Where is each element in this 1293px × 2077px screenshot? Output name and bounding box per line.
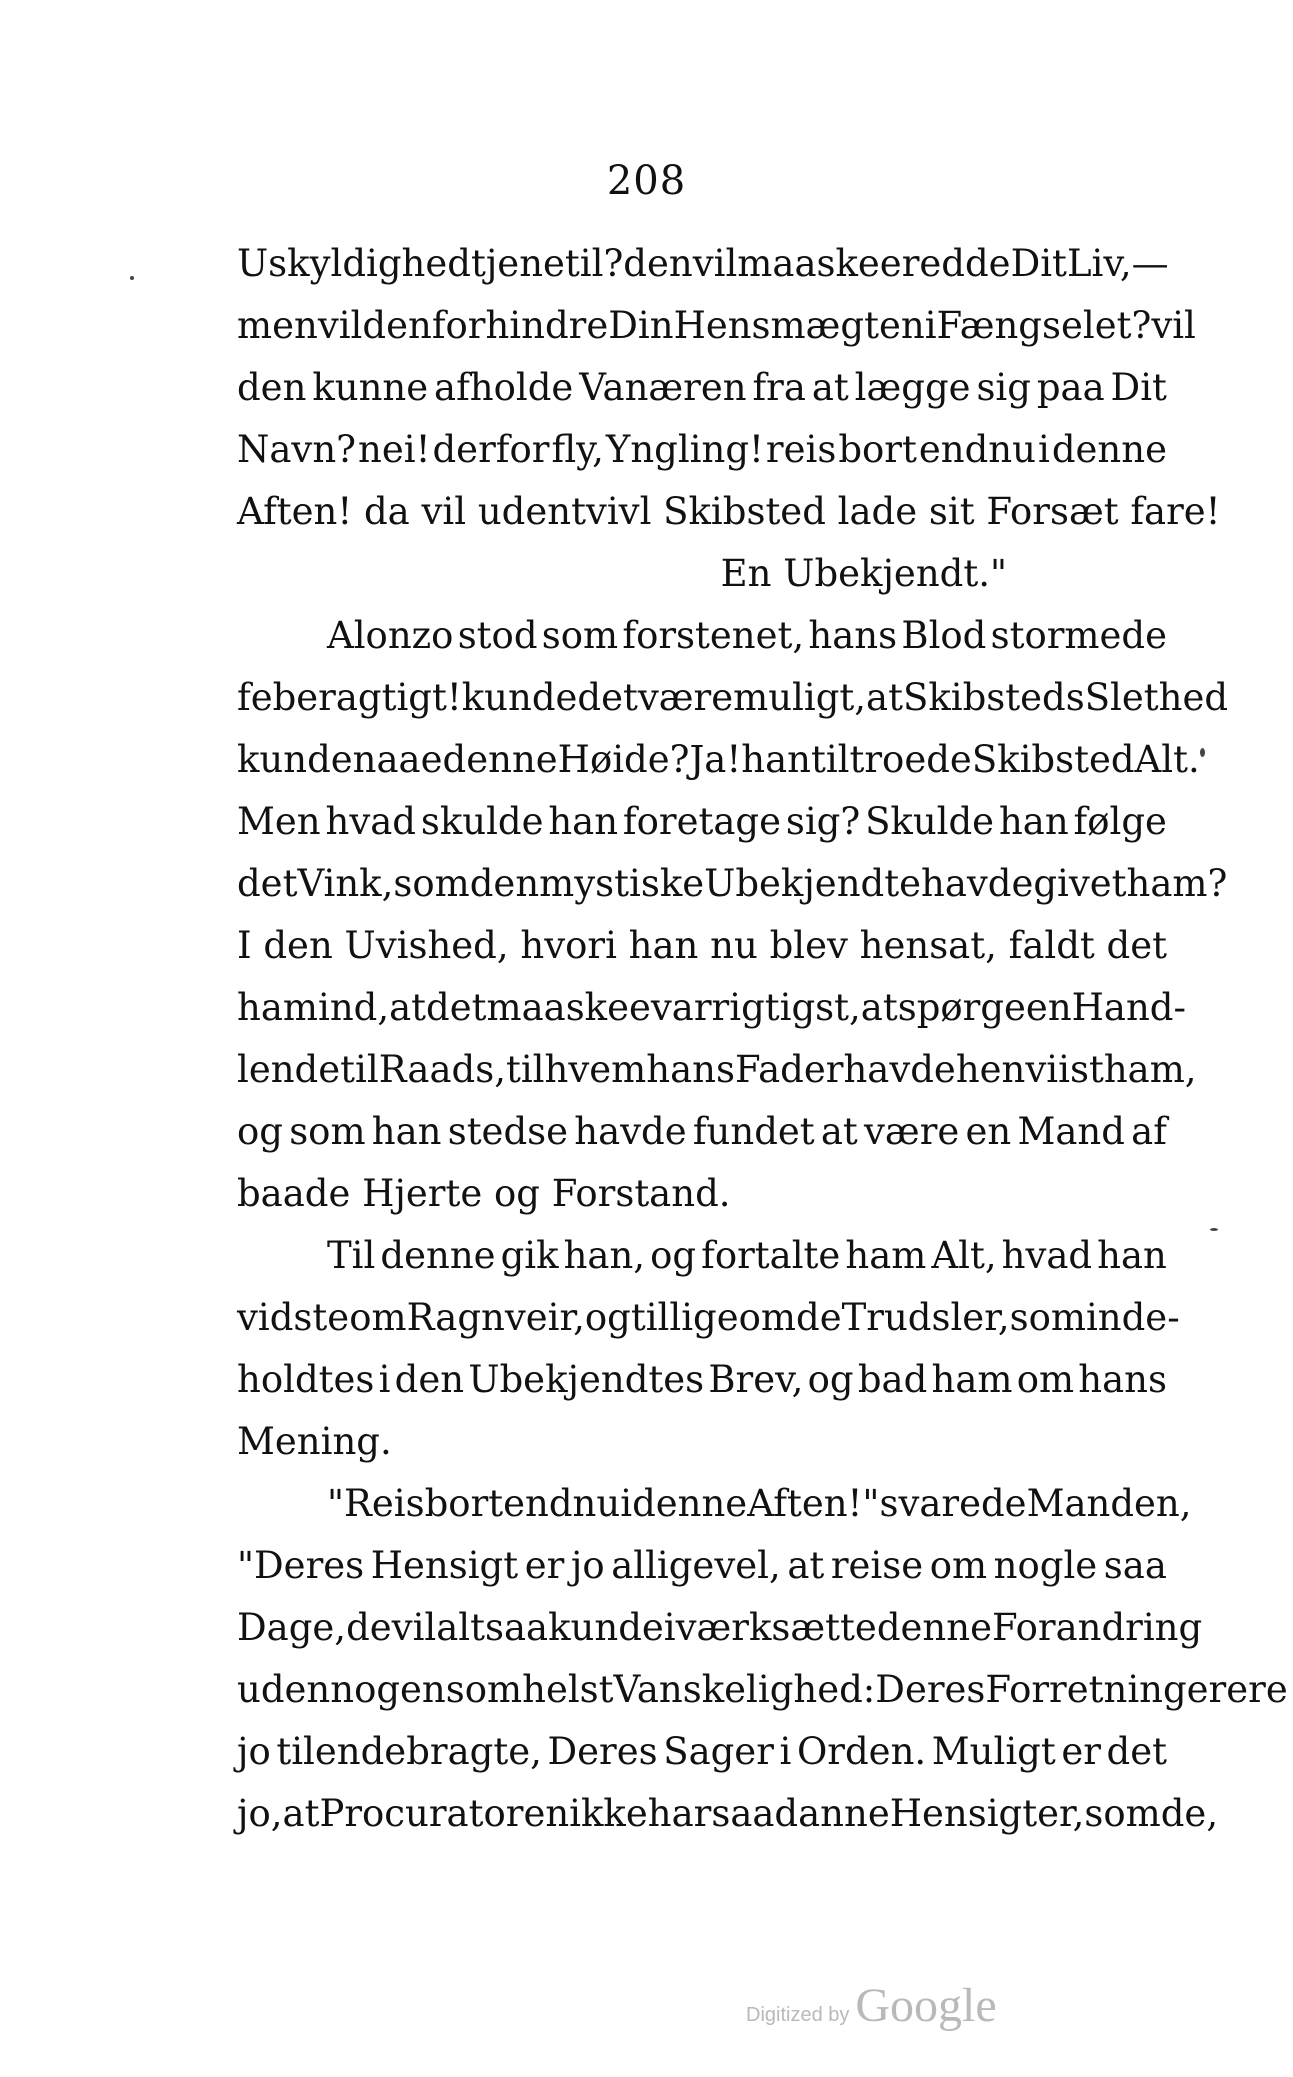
text-line: Til denne gik han, og fortalte ham Alt, hvad han xyxy=(327,1234,1167,1277)
text-line: men vil den forhindre Din Hensmægten i Fængselet? vil xyxy=(237,304,1196,347)
text-line: Alonzo stod som forstenet, hans Blod stormede xyxy=(327,614,1167,657)
margin-speck xyxy=(1200,748,1205,757)
text-line: Navn? nei! derfor fly, Yngling! reis bort endnu i denne xyxy=(237,428,1167,471)
text-line: den kunne afholde Vanæren fra at lægge sig paa Dit xyxy=(237,366,1167,409)
margin-speck xyxy=(1210,1228,1218,1231)
digitized-by-label: Digitized by xyxy=(746,2004,850,2026)
text-line: holdtes i den Ubekjendtes Brev, og bad ham om hans xyxy=(237,1358,1167,1401)
text-line: jo tilendebragte, Deres Sager i Orden. Muligt er det xyxy=(237,1730,1167,1773)
text-line: "Reis bort endnu i denne Aften!" svarede Manden, xyxy=(327,1482,1192,1525)
margin-speck xyxy=(130,276,134,280)
text-line: og som han stedse havde fundet at være en Mand af xyxy=(237,1110,1167,1153)
text-line: jo, at Procuratoren ikke har saadanne Hensigter, som de, xyxy=(237,1792,1219,1835)
text-line: baade Hjerte og Forstand. xyxy=(237,1172,731,1215)
google-logo: Google xyxy=(855,1979,997,2032)
text-line: lende til Raads, til hvem hans Fader havde henviist ham, xyxy=(237,1048,1197,1091)
text-line: Mening. xyxy=(237,1420,392,1463)
text-line: kunde naae denne Høide? Ja! han tiltroede Skibsted Alt. xyxy=(237,738,1200,781)
digitized-by-google-watermark xyxy=(746,1978,997,2033)
text-line: det Vink, som den mystiske Ubekjendte havde givet ham? xyxy=(237,862,1228,905)
text-line: Men hvad skulde han foretage sig? Skulde han følge xyxy=(237,800,1167,843)
text-line: "Deres Hensigt er jo alligevel, at reise om nogle saa xyxy=(237,1544,1167,1587)
text-line: Aften! da vil udentvivl Skibsted lade sit Forsæt fare! xyxy=(237,490,1221,533)
page-number: 208 xyxy=(606,158,687,204)
text-line: uden nogensomhelst Vanskelighed: Deres Forretninger ere xyxy=(237,1668,1288,1711)
text-line: I den Uvished, hvori han nu blev hensat, faldt det xyxy=(237,924,1167,967)
text-line: Dage, de vil altsaa kunde iværksætte denne Forandring xyxy=(237,1606,1203,1649)
body-text xyxy=(237,242,1288,1854)
text-line: ham ind, at det maaskee var rigtigst, at spørge en Hand- xyxy=(237,986,1186,1029)
text-line: vidste om Ragnveir, og tillige om de Trudsler, som inde- xyxy=(237,1296,1180,1339)
text-line: Uskyldighed tjene til? den vil maaskee redde Dit Liv, — xyxy=(237,242,1169,285)
text-line: En Ubekjendt." xyxy=(720,552,1007,595)
text-line: feberagtigt! kunde det være muligt, at Skibsteds Slethed xyxy=(237,676,1229,719)
